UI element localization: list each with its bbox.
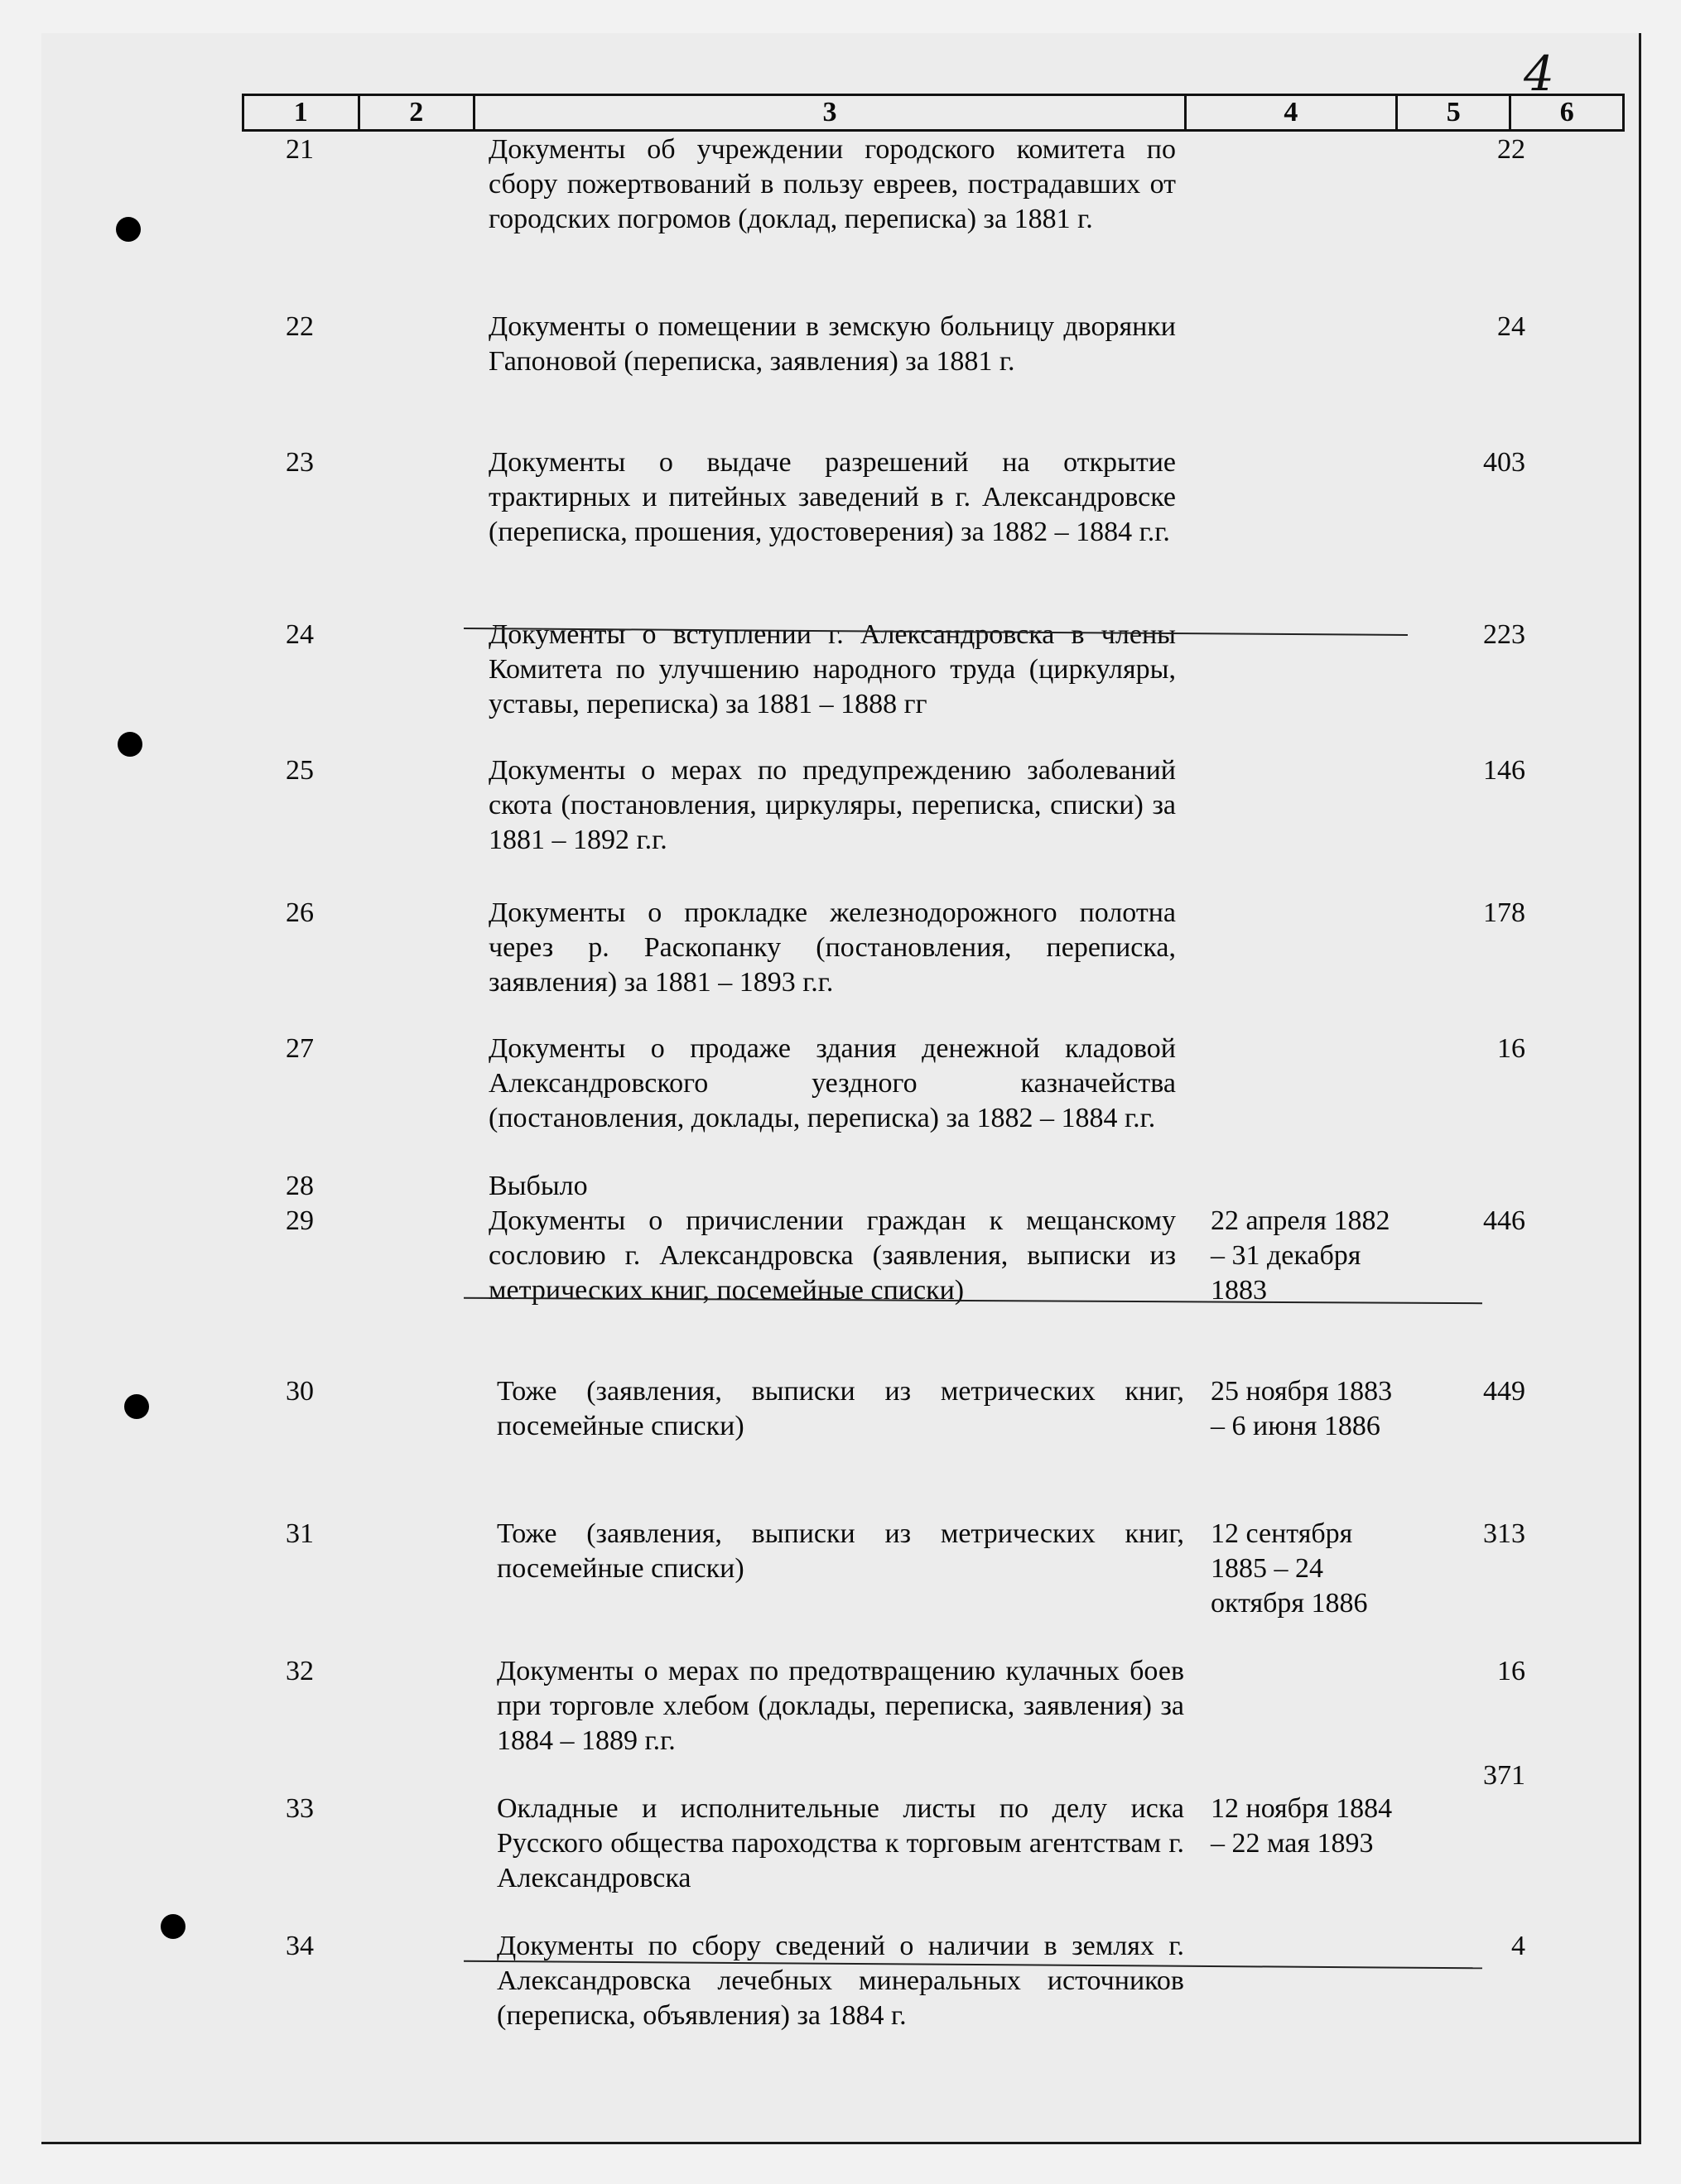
column-header-row <box>242 94 1625 132</box>
row-number: 23 <box>286 447 314 478</box>
row-count: 146 <box>1483 755 1525 786</box>
row-count: 449 <box>1483 1376 1525 1407</box>
row-title: Тоже (заявления, выписки из метрических книг, посемейные списки) <box>497 1518 1184 1584</box>
row-count: 16 <box>1497 1033 1525 1064</box>
row-number: 27 <box>286 1033 314 1064</box>
row-number: 29 <box>286 1205 314 1236</box>
row-count: 403 <box>1483 447 1525 478</box>
row-date: 12 сентября 1885 – 24 октября 1886 <box>1211 1518 1368 1619</box>
row-number: 33 <box>286 1793 314 1824</box>
row-date: 12 ноября 1884 – 22 мая 1893 <box>1211 1793 1393 1859</box>
column-header: 5 <box>1398 96 1512 129</box>
row-title: Документы по сбору сведений о наличии в землях г. Александровска лечебных минеральных источников (переписка, объявления) за 1884 г. <box>497 1931 1184 2031</box>
row-count: 371 <box>1483 1760 1525 1791</box>
row-number: 32 <box>286 1656 314 1686</box>
page-number: 4 <box>1524 46 1554 102</box>
row-count: 4 <box>1511 1931 1525 1961</box>
row-title: Окладные и исполнительные листы по делу иска Русского общества пароходства к торговым агентствам г. Александровска <box>497 1793 1184 1893</box>
row-title: Документы о мерах по предотвращению кулачных боев при торговле хлебом (доклады, переписка, заявления) за 1884 – 1889 г.г. <box>497 1656 1184 1756</box>
punch-hole <box>116 217 141 242</box>
punch-hole <box>124 1394 149 1419</box>
row-number: 30 <box>286 1376 314 1407</box>
column-header: 6 <box>1559 97 1574 127</box>
row-title: Документы об учреждении городского комитета по сбору пожертвований в пользу евреев, пострадавших от городских погромов (доклад, переписка) за 1881 г. <box>489 134 1176 234</box>
row-title: Тоже (заявления, выписки из метрических книг, посемейные списки) <box>497 1376 1184 1441</box>
column-header: 1 <box>244 96 360 129</box>
row-title: Документы о мерах по предупреждению заболеваний скота (постановления, циркуляры, переписка, списки) за 1881 – 1892 г.г. <box>489 755 1176 855</box>
row-title: Документы о выдаче разрешений на открытие трактирных и питейных заведений в г. Александровске (переписка, прошения, удостоверения) за 1882 – 1884 г.г. <box>489 447 1176 547</box>
punch-hole <box>118 732 142 757</box>
column-header: 4 <box>1187 96 1398 129</box>
row-count: 24 <box>1497 311 1525 342</box>
row-title: Документы о причислении граждан к мещанскому сословию г. Александровска (заявления, выписки из метрических книг, посемейные списки) <box>489 1205 1176 1306</box>
row-number: 34 <box>286 1931 314 1961</box>
row-number: 25 <box>286 755 314 786</box>
row-number: 22 <box>286 311 314 342</box>
row-count: 446 <box>1483 1205 1525 1236</box>
row-number: 21 <box>286 134 314 165</box>
column-header: 2 <box>360 96 476 129</box>
column-header: 3 <box>475 96 1187 129</box>
row-count: 22 <box>1497 134 1525 165</box>
row-title: Документы о помещении в земскую больницу дворянки Гапоновой (переписка, заявления) за 1881 г. <box>489 311 1176 377</box>
row-title: Документы о прокладке железнодорожного полотна через р. Раскопанку (постановления, переписка, заявления) за 1881 – 1893 г.г. <box>489 897 1176 998</box>
row-number: 28 <box>286 1171 314 1201</box>
row-date: 22 апреля 1882 – 31 декабря 1883 <box>1211 1205 1390 1306</box>
row-number: 24 <box>286 619 314 650</box>
punch-hole <box>161 1914 185 1939</box>
row-count: 16 <box>1497 1656 1525 1686</box>
row-title: Документы о продаже здания денежной кладовой Александровского уездного казначейства (постановления, доклады, переписка) за 1882 – 1884 г.г. <box>489 1033 1176 1133</box>
row-title: Выбыло <box>489 1171 588 1201</box>
row-number: 31 <box>286 1518 314 1549</box>
row-count: 178 <box>1483 897 1525 928</box>
row-count: 223 <box>1483 619 1525 650</box>
row-title: Документы о вступлении г. Александровска в члены Комитета по улучшению народного труда (циркуляры, уставы, переписка) за 1881 – 1888 гг <box>489 619 1176 719</box>
row-date: 25 ноября 1883 – 6 июня 1886 <box>1211 1376 1393 1441</box>
row-number: 26 <box>286 897 314 928</box>
row-count: 313 <box>1483 1518 1525 1549</box>
